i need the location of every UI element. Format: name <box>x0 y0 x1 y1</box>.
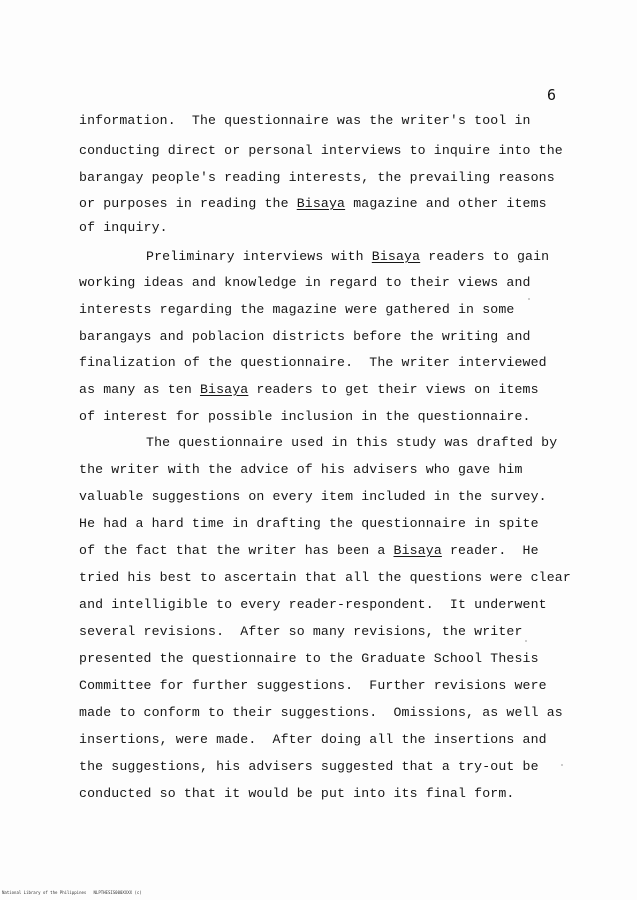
text-line: The questionnaire used in this study was drafted by <box>146 435 558 450</box>
underlined-title: Bisaya <box>371 249 421 264</box>
scan-speck <box>525 640 527 642</box>
text-line: Committee for further suggestions. Further revisions were <box>79 678 547 693</box>
text-line: of inquiry. <box>79 220 168 235</box>
text-line: conducted so that it would be put into its final form. <box>79 786 515 801</box>
text-line: interests regarding the magazine were gathered in some <box>79 302 515 317</box>
scan-speck <box>561 764 563 766</box>
underlined-title: Bisaya <box>199 382 249 397</box>
underlined-title: Bisaya <box>296 196 346 211</box>
text-line: several revisions. After so many revisions, the writer <box>79 624 523 639</box>
page-number: 6 <box>547 86 557 104</box>
text-line: information. The questionnaire was the writer's tool in <box>79 113 531 128</box>
text-line: conducting direct or personal interviews to inquire into the <box>79 143 563 158</box>
text-line: barangay people's reading interests, the prevailing reasons <box>79 170 555 185</box>
text-line: as many as ten Bisaya readers to get their views on items <box>79 382 539 397</box>
text-line: or purposes in reading the Bisaya magazine and other items <box>79 196 547 211</box>
text-line: tried his best to ascertain that all the questions were clear <box>79 570 571 585</box>
text-line: He had a hard time in drafting the questionnaire in spite <box>79 516 539 531</box>
text-line: made to conform to their suggestions. Omissions, as well as <box>79 705 563 720</box>
text-line: barangays and poblacion districts before the writing and <box>79 329 531 344</box>
footer-credit: National Library of the Philippines NLPTHESIS000XXXX (c) <box>2 890 142 895</box>
text-line: valuable suggestions on every item included in the survey. <box>79 489 547 504</box>
text-line: working ideas and knowledge in regard to their views and <box>79 275 531 290</box>
text-line: of the fact that the writer has been a Bisaya reader. He <box>79 543 539 558</box>
text-line: of interest for possible inclusion in the questionnaire. <box>79 409 531 424</box>
text-line: and intelligible to every reader-respondent. It underwent <box>79 597 547 612</box>
text-line: the writer with the advice of his advisers who gave him <box>79 462 523 477</box>
text-line: insertions, were made. After doing all the insertions and <box>79 732 547 747</box>
underlined-title: Bisaya <box>393 543 442 558</box>
text-line: finalization of the questionnaire. The writer interviewed <box>79 355 547 370</box>
text-line: the suggestions, his advisers suggested that a try-out be <box>79 759 539 774</box>
scan-speck <box>528 298 530 300</box>
text-line: presented the questionnaire to the Graduate School Thesis <box>79 651 539 666</box>
text-line: Preliminary interviews with Bisaya readers to gain <box>146 249 550 264</box>
